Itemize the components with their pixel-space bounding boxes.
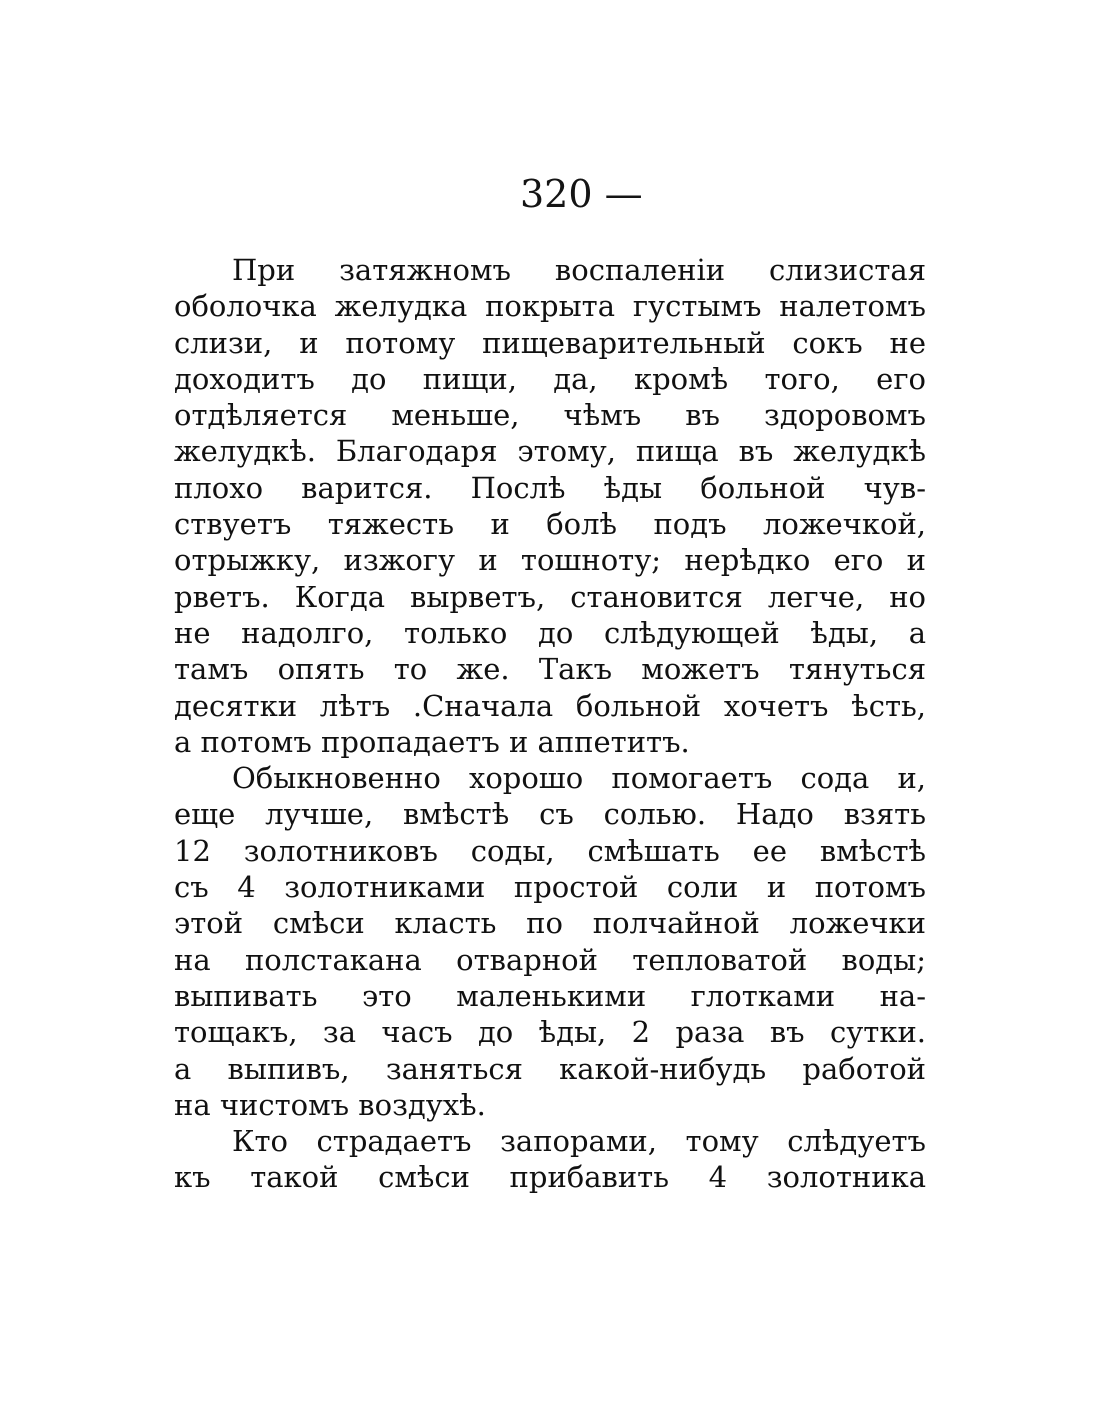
text-line: этой смѣси класть по полчайной ложечки <box>174 906 926 941</box>
page-number: 320 — <box>520 172 643 216</box>
text-line: отрыжку, изжогу и тошноту; нерѣдко его и <box>174 543 926 578</box>
text-line: 12 золотниковъ соды, смѣшать ее вмѣстѣ <box>174 833 926 868</box>
text-line: съ 4 золотниками простой соли и потомъ <box>174 870 926 905</box>
text-line: слизи, и потому пищеварительный сокъ не <box>174 325 926 360</box>
text-line: тамъ опять то же. Такъ можетъ тянуться <box>174 652 926 687</box>
text-line: на полстакана отварной тепловатой воды; <box>174 942 926 977</box>
text-line: Обыкновенно хорошо помогаетъ сода и, <box>232 761 926 796</box>
text-line: плохо варится. Послѣ ѣды больной чув- <box>174 470 926 505</box>
text-line: выпивать это маленькими глотками на- <box>174 978 926 1013</box>
text-line: ствуетъ тяжесть и болѣ подъ ложечкой, <box>174 507 926 542</box>
text-line: При затяжномъ воспаленіи слизистая <box>232 253 926 287</box>
text-line: къ такой смѣси прибавить 4 золотника <box>174 1160 926 1195</box>
text-line: доходитъ до пищи, да, кромѣ того, его <box>174 361 926 396</box>
text-line: рветъ. Когда вырветъ, становится легче, но <box>174 579 926 614</box>
text-line: оболочка желудка покрыта густымъ налетомъ <box>174 289 926 324</box>
text-line: желудкѣ. Благодаря этому, пища въ желудкѣ <box>174 434 926 469</box>
text-line: а выпивъ, заняться какой-нибудь работой <box>174 1051 926 1086</box>
text-line: еще лучше, вмѣстѣ съ солью. Надо взять <box>174 797 926 832</box>
text-line: тощакъ, за часъ до ѣды, 2 раза въ сутки. <box>174 1015 926 1050</box>
text-line: на чистомъ воздухѣ. <box>174 1087 486 1122</box>
text-line: Кто страдаетъ запорами, тому слѣдуетъ <box>232 1124 926 1159</box>
text-line: десятки лѣтъ .Сначала больной хочетъ ѣсть, <box>174 688 926 723</box>
text-line: а потомъ пропадаетъ и аппетитъ. <box>174 724 690 759</box>
text-line: отдѣляется меньше, чѣмъ въ здоровомъ <box>174 398 926 433</box>
text-line: не надолго, только до слѣдующей ѣды, а <box>174 615 926 650</box>
page-text <box>174 252 926 1196</box>
